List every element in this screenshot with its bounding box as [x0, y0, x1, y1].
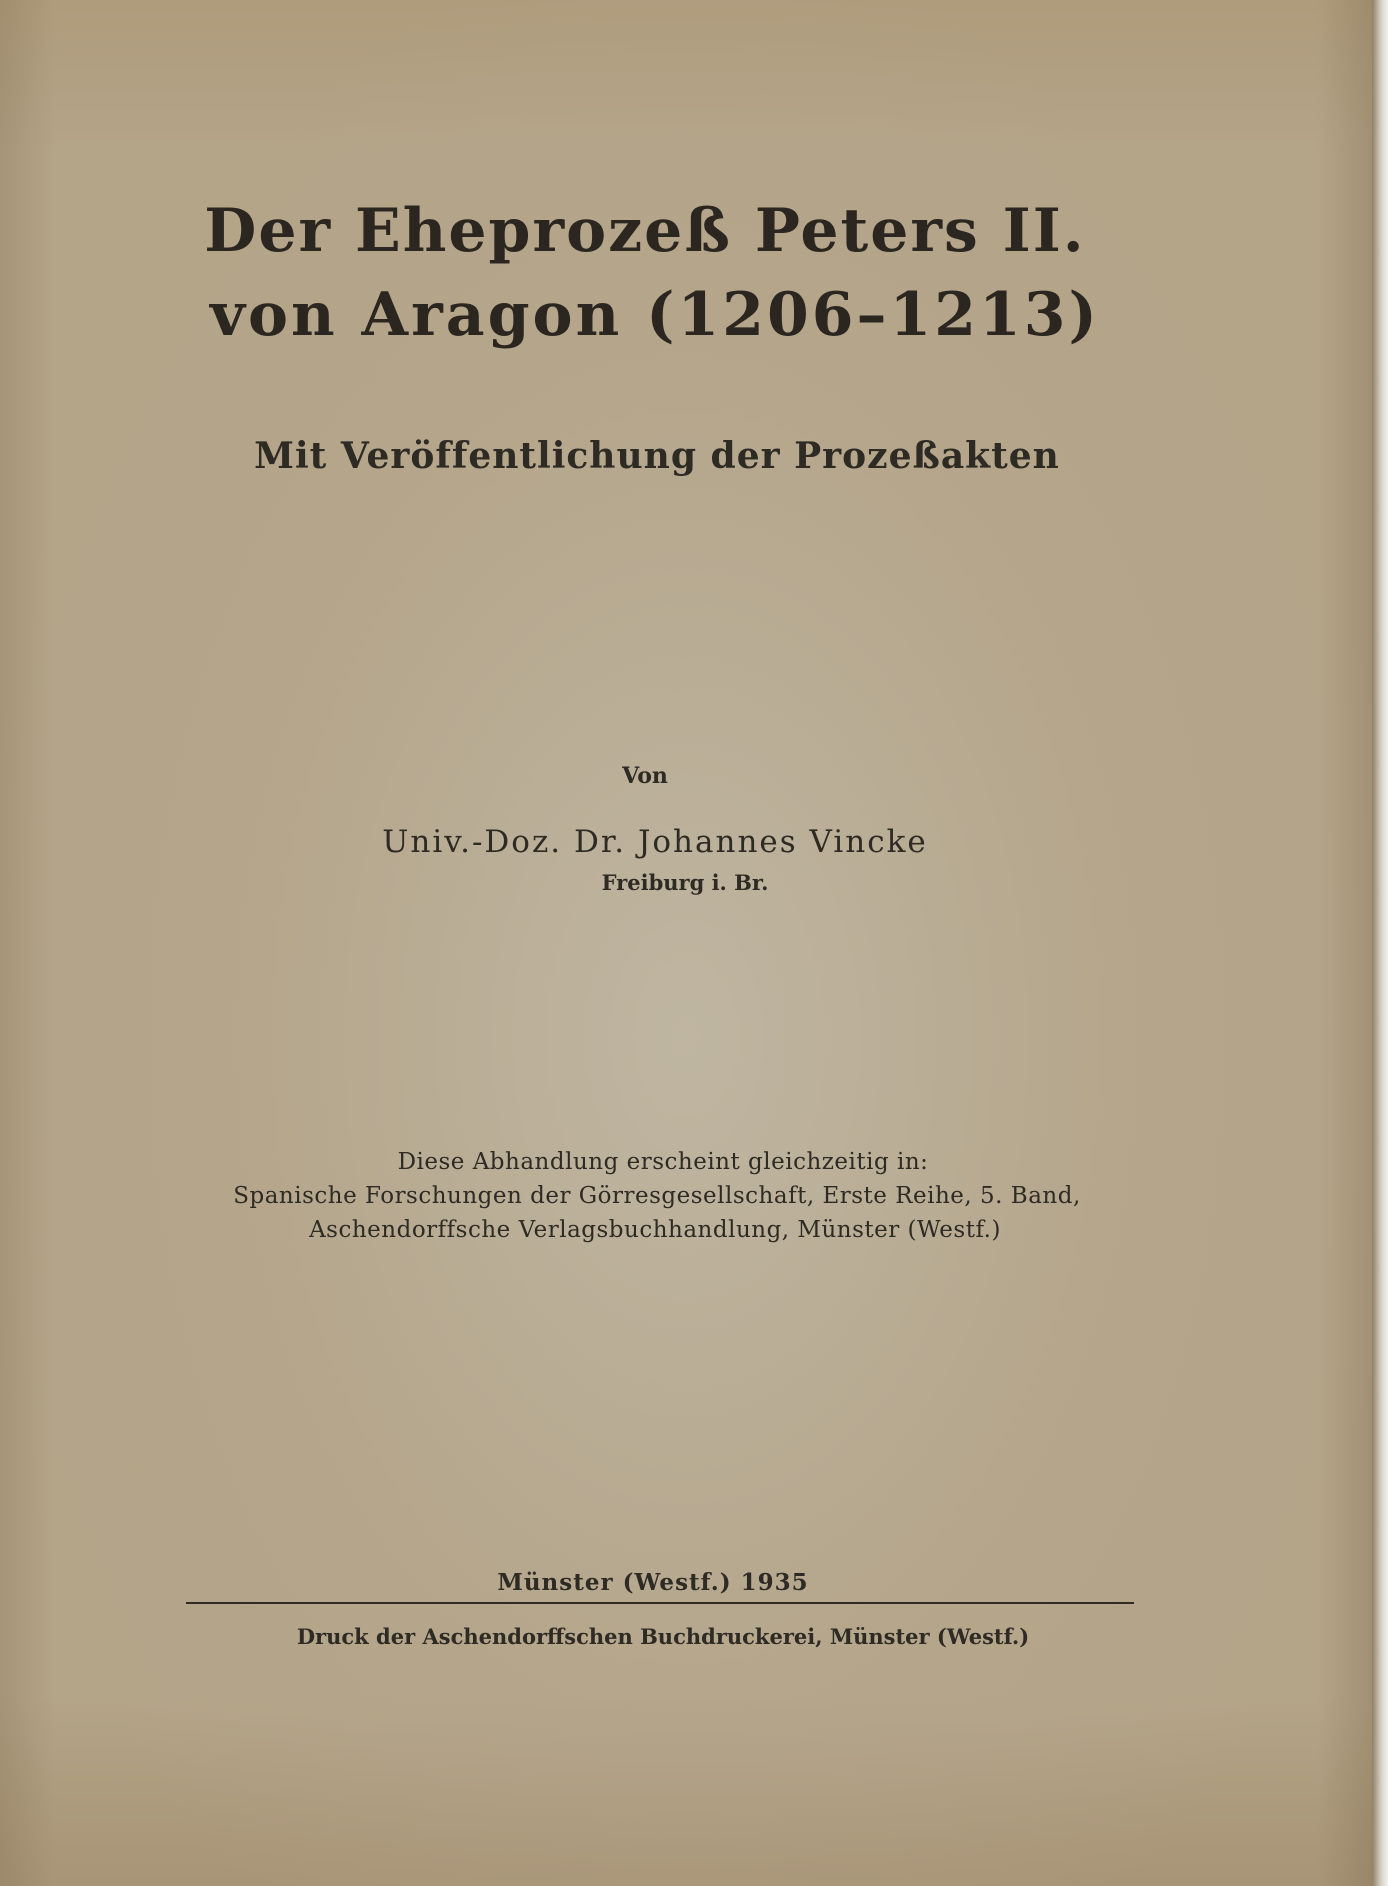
printer-line: Druck der Aschendorffschen Buchdruckerei, Münster (Westf.) — [296, 1624, 1030, 1649]
subtitle: Mit Veröffentlichung der Prozeßakten — [254, 435, 1060, 477]
title-line-1: Der Eheprozeß Peters II. — [204, 196, 1086, 266]
title-line-2: von Aragon (1206–1213) — [210, 280, 1100, 350]
publication-note-line-1: Diese Abhandlung erscheint gleichzeitig in: — [397, 1149, 929, 1175]
publication-note-line-2: Spanische Forschungen der Görresgesellschaft, Erste Reihe, 5. Band, — [233, 1183, 1081, 1209]
author-place: Freiburg i. Br. — [601, 870, 769, 895]
publication-note-line-3: Aschendorffsche Verlagsbuchhandlung, Münster (Westf.) — [309, 1217, 1001, 1243]
imprint-divider — [186, 1602, 1134, 1604]
author-name: Univ.-Doz. Dr. Johannes Vincke — [382, 824, 928, 860]
imprint-city-year: Münster (Westf.) 1935 — [497, 1569, 809, 1596]
page-edge — [1372, 0, 1388, 1886]
byline-von: Von — [622, 763, 668, 789]
